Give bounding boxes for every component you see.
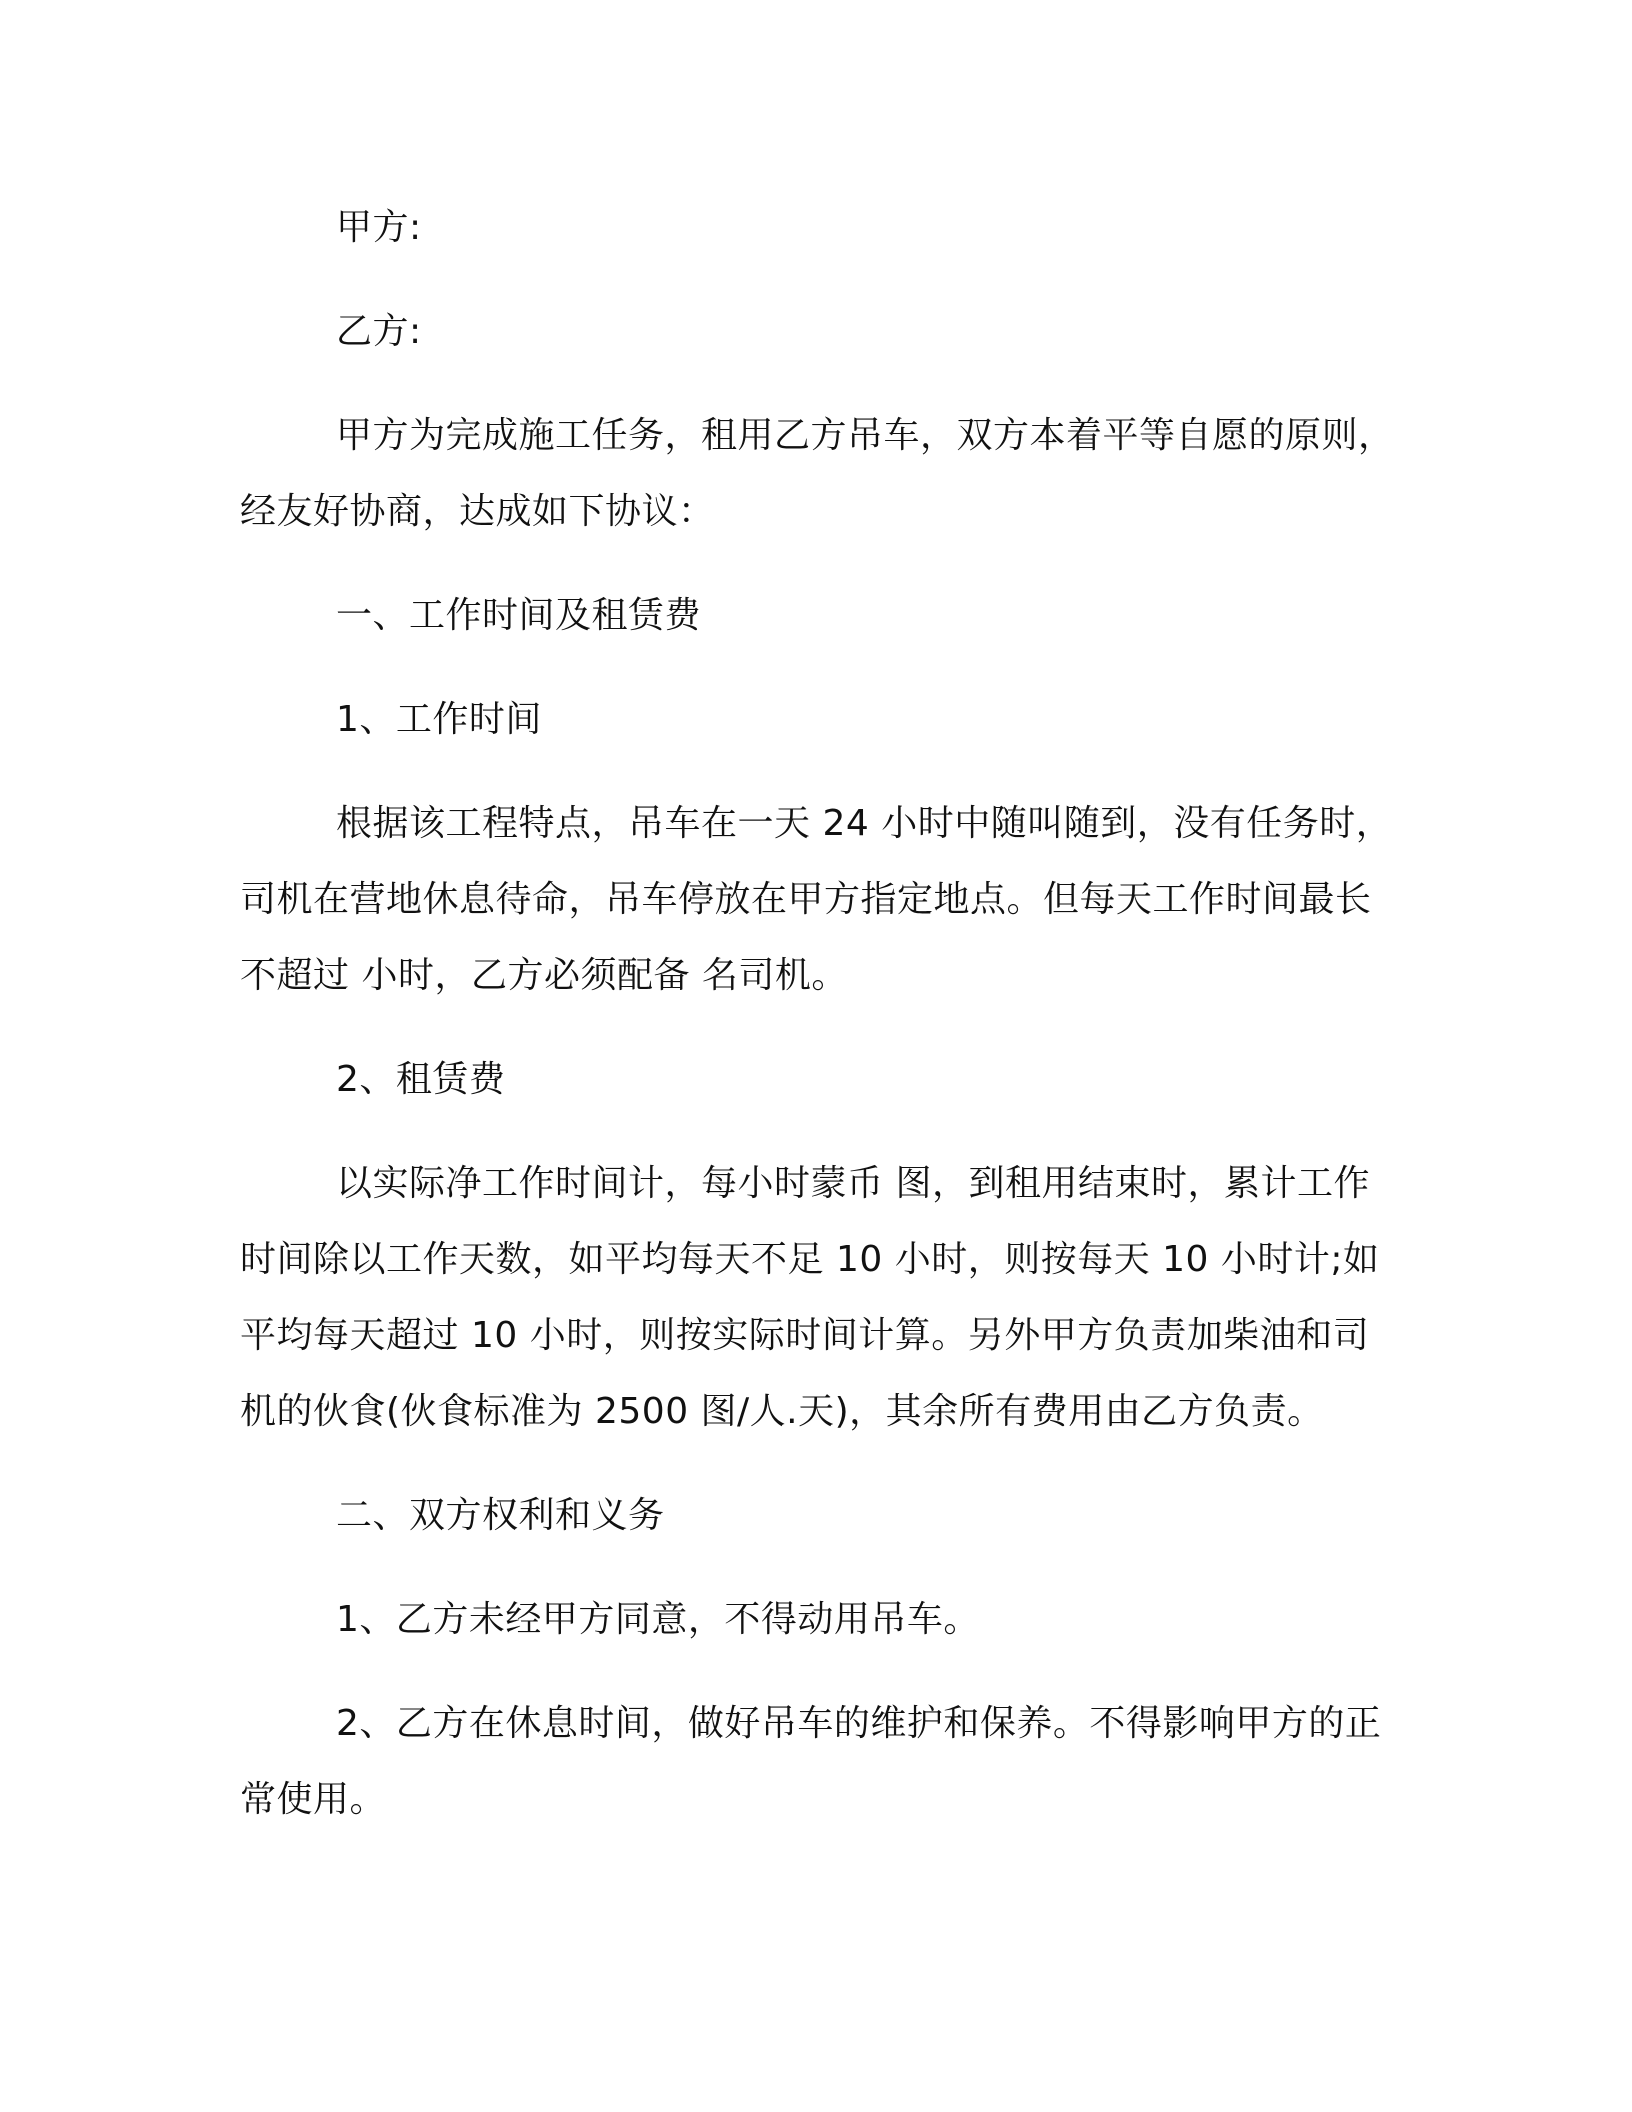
party-a-line: 甲方:	[336, 207, 422, 248]
working-hours-paragraph: 根据该工程特点，吊车在一天 24 小时中随叫随到，没有任务时，司机在营地休息待命，吊车停放在甲方指定地点。但每天工作时间最长不超过 小时，乙方必须配备 名司机。	[240, 803, 1393, 996]
subsection-heading-1-2: 2、租赁费	[336, 1059, 506, 1100]
section-heading-2: 二、双方权利和义务	[336, 1495, 665, 1536]
section-heading-1: 一、工作时间及租赁费	[336, 595, 702, 636]
obligation-item-2: 2、乙方在休息时间，做好吊车的维护和保养。不得影响甲方的正常使用。	[240, 1703, 1382, 1820]
obligation-item-1: 1、乙方未经甲方同意，不得动用吊车。	[336, 1599, 980, 1640]
rental-fee-paragraph: 以实际净工作时间计，每小时蒙币 图，到租用结束时，累计工作时间除以工作天数，如平均每天不足 10 小时，则按每天 10 小时计;如平均每天超过 10 小时，则按实际时间计算。另外甲方负责加柴油和司机的伙食(伙食标准为 2500 图/人.天)，其余所有费用由乙方负责。	[240, 1163, 1380, 1432]
document-body	[240, 190, 1400, 1866]
subsection-heading-1-1: 1、工作时间	[336, 699, 542, 740]
intro-paragraph: 甲方为完成施工任务，租用乙方吊车，双方本着平等自愿的原则，经友好协商，达成如下协议：	[240, 415, 1395, 532]
party-b-line: 乙方:	[336, 311, 422, 352]
